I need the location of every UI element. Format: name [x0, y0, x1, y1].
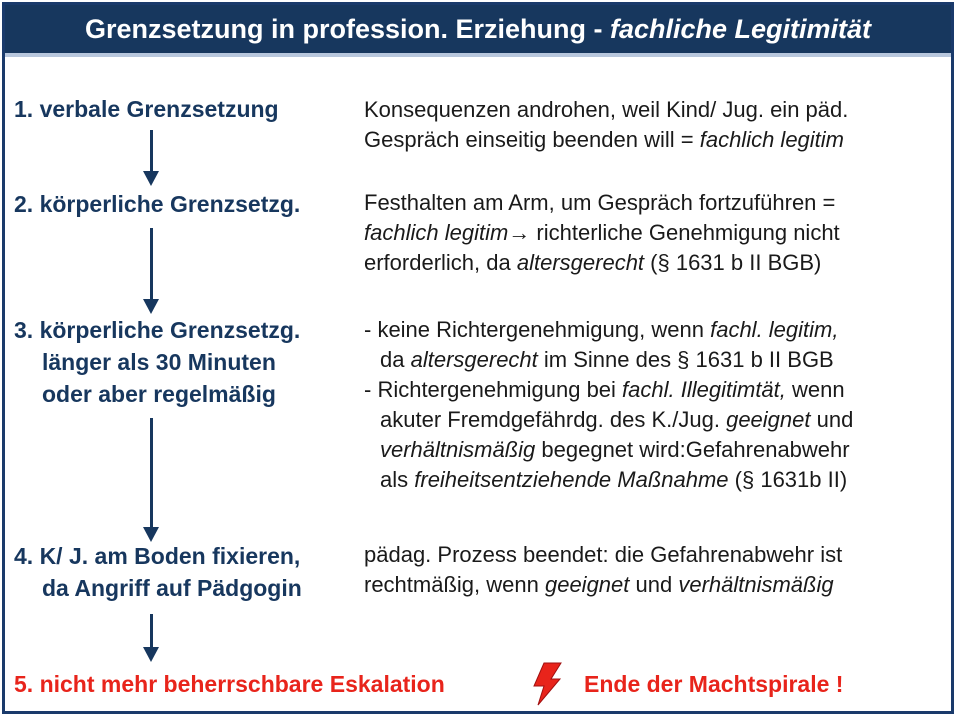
- down-arrow-icon: [150, 228, 153, 300]
- step-3-label: 3. körperliche Grenzsetzg. länger als 30 Minuten oder aber regelmäßig: [14, 317, 301, 407]
- step-1-description: Konsequenzen androhen, weil Kind/ Jug. ein päd. Gespräch einseitig beenden will = fachlich legitim: [364, 97, 849, 152]
- down-arrow-icon: [150, 614, 153, 648]
- step-4-label: 4. K/ J. am Boden fixieren, da Angriff auf Pädgogin: [14, 543, 302, 601]
- step-2-description: Festhalten am Arm, um Gespräch fortzuführen = fachlich legitim→ richterliche Genehmigung nicht erforderlich, da altersgerecht (§ 1631 b II BGB): [364, 190, 840, 275]
- slide-title: Grenzsetzung in profession. Erziehung - fachliche Legitimität: [84, 14, 872, 44]
- step-5-label: 5. nicht mehr beherrschbare Eskalation: [14, 671, 445, 697]
- title-bar: [5, 5, 951, 57]
- lightning-icon: [530, 662, 564, 706]
- step-3-description: - keine Richtergenehmigung, wenn fachl. legitim, da altersgerecht im Sinne des § 1631 b II BGB - Richtergenehmigung bei fachl. Illegitimtät, wenn akuter Fremdgefährdg. des K./Jug. geeignet und verhältnismäßig begegnet wird:Gefahrenabwehr als freiheitsentziehende Maßnahme (§ 1631b II): [364, 317, 854, 492]
- step-2-label: 2. körperliche Grenzsetzg.: [14, 191, 301, 217]
- final-conclusion: Ende der Machtspirale !: [584, 671, 844, 697]
- step-1-label: 1. verbale Grenzsetzung: [14, 96, 279, 122]
- down-arrow-icon: [150, 418, 153, 528]
- down-arrow-icon: [150, 130, 153, 172]
- step-4-description: pädag. Prozess beendet: die Gefahrenabwehr ist rechtmäßig, wenn geeignet und verhältnismäßig: [364, 542, 843, 597]
